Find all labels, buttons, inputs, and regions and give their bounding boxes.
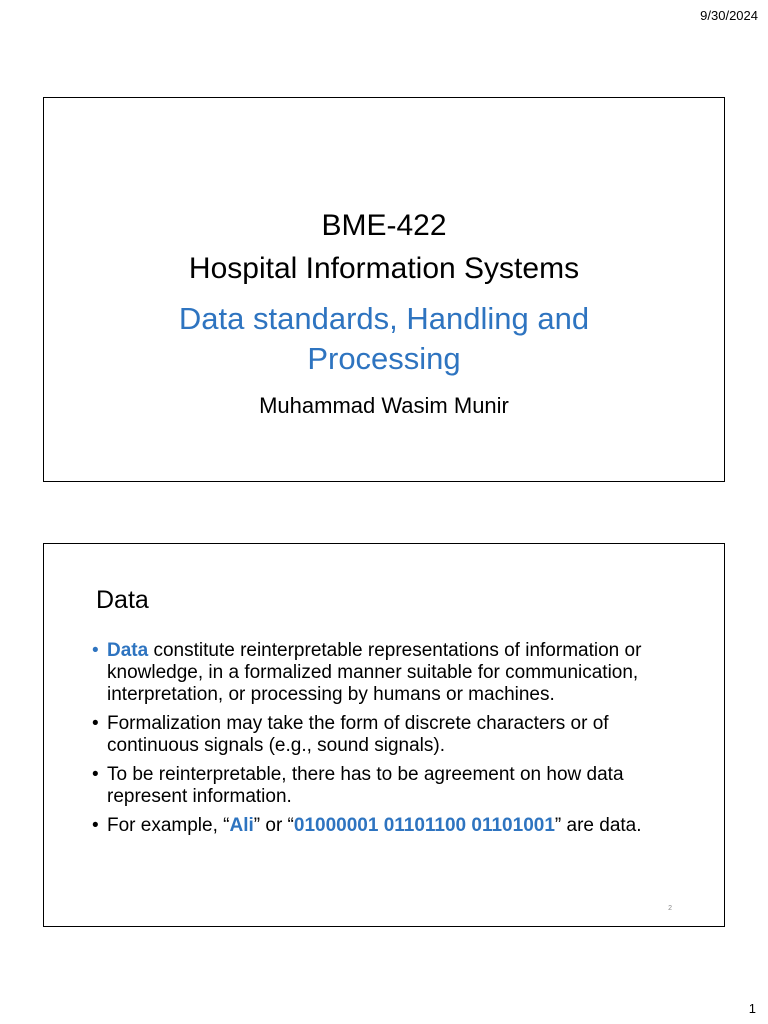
slide-subtitle: Data standards, Handling and Processing bbox=[178, 301, 590, 376]
bullet-item-formalization bbox=[92, 713, 682, 757]
bullet-text: For example, “ bbox=[107, 815, 230, 836]
course-title: Hospital Information Systems bbox=[188, 252, 580, 285]
author-name: Muhammad Wasim Munir bbox=[259, 393, 509, 418]
example-ali: Ali bbox=[229, 815, 254, 836]
bullet-text: ” are data. bbox=[554, 815, 642, 836]
bullet-marker: • bbox=[92, 640, 99, 661]
bullet-item-reinterpretable bbox=[92, 764, 682, 808]
bullet-item-example bbox=[92, 815, 682, 837]
bullet-text: constitute reinterpretable representations of information or knowledge, in a formalized manner suitable for communication, interpretation, or processing by humans or machines. bbox=[107, 640, 642, 705]
example-binary: 01000001 01101100 01101001 bbox=[293, 815, 555, 836]
bullet-item-data-definition bbox=[92, 640, 682, 706]
bullet-text: To be reinterpretable, there has to be agreement on how data represent information. bbox=[107, 764, 624, 807]
course-code: BME-422 bbox=[321, 209, 447, 242]
print-date: 9/30/2024 bbox=[700, 8, 758, 23]
bullet-marker: • bbox=[92, 713, 99, 734]
bullet-list bbox=[92, 640, 682, 844]
page-number: 1 bbox=[748, 1001, 756, 1016]
bullet-marker: • bbox=[92, 764, 99, 785]
bullet-marker: • bbox=[92, 815, 99, 836]
bullet-text: ” or “ bbox=[253, 815, 294, 836]
term-data: Data bbox=[107, 640, 149, 661]
bullet-text: Formalization may take the form of discrete characters or of continuous signals (e.g., sound signals). bbox=[107, 713, 609, 756]
slide-title bbox=[43, 97, 725, 482]
slide-heading: Data bbox=[96, 586, 149, 614]
slide-data bbox=[43, 543, 725, 927]
slide-number: 2 bbox=[668, 905, 672, 912]
